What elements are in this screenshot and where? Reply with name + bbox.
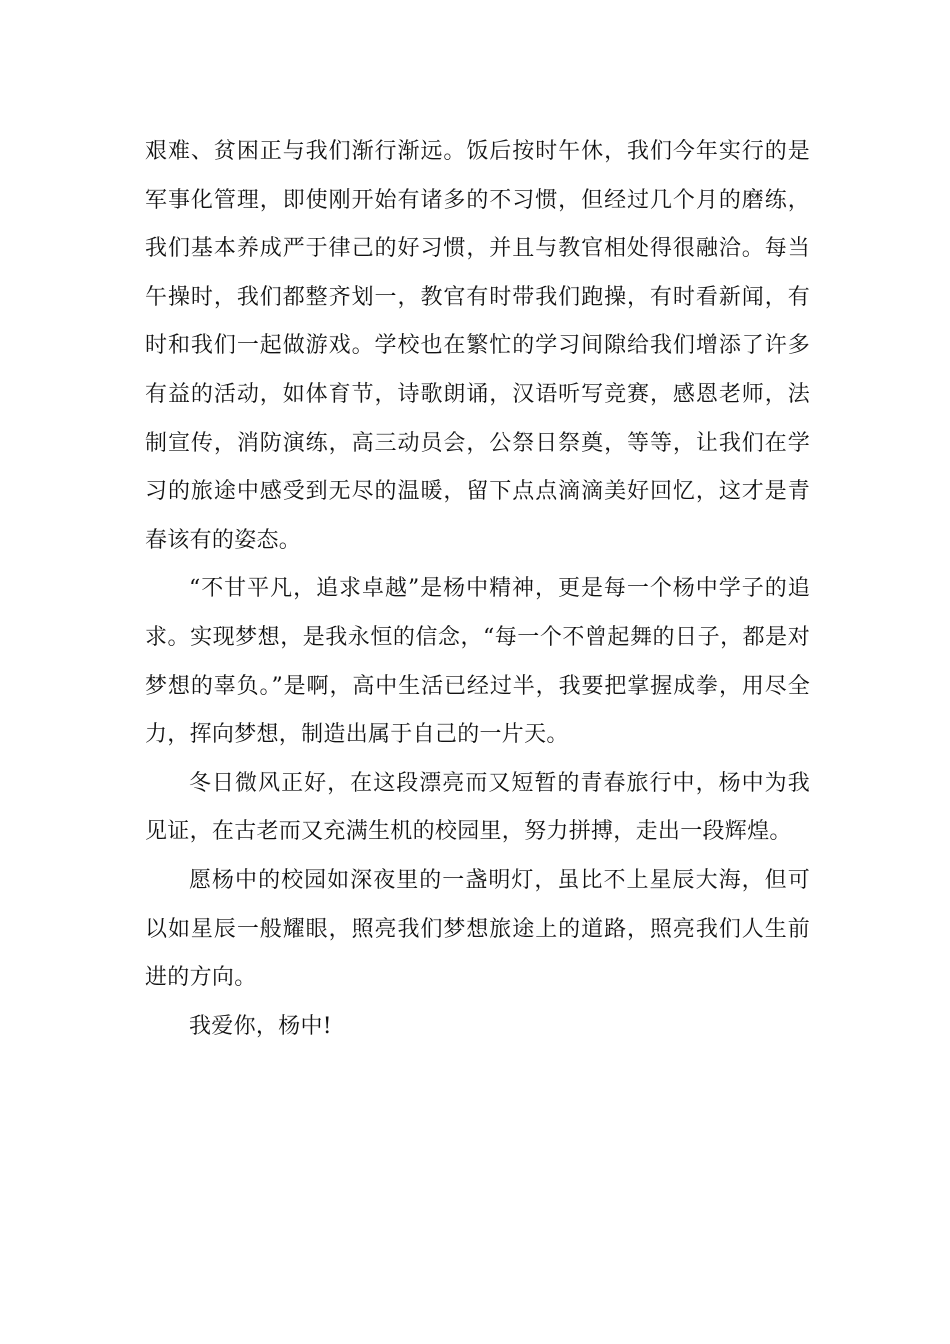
paragraph-winter: 冬日微风正好，在这段漂亮而又短暂的青春旅行中，杨中为我见证，在古老而又充满生机的校园里，努力拼搏，走出一段辉煌。 (145, 770, 810, 845)
essay-body (145, 128, 810, 1051)
paragraph-wish: 愿杨中的校园如深夜里的一盏明灯，虽比不上星辰大海，但可以如星辰一般耀眼，照亮我们梦想旅途上的道路，照亮我们人生前进的方向。 (145, 867, 810, 991)
paragraph-continuation: 艰难、贫困正与我们渐行渐远。饭后按时午休，我们今年实行的是军事化管理，即使刚开始有诸多的不习惯，但经过几个月的磨练，我们基本养成严于律己的好习惯，并且与教官相处得很融洽。每当午操时，我们都整齐划一，教官有时带我们跑操，有时看新闻，有时和我们一起做游戏。学校也在繁忙的学习间隙给我们增添了许多有益的活动，如体育节，诗歌朗诵，汉语听写竞赛，感恩老师，法制宣传，消防演练，高三动员会，公祭日祭奠，等等，让我们在学习的旅途中感受到无尽的温暖，留下点点滴滴美好回忆，这才是青春该有的姿态。 (145, 139, 810, 553)
paragraph-pursuit: “不甘平凡，追求卓越”是杨中精神，更是每一个杨中学子的追求。实现梦想，是我永恒的信念，“每一个不曾起舞的日子，都是对梦想的辜负。”是啊，高中生活已经过半，我要把掌握成拳，用尽全力，挥向梦想，制造出属于自己的一片天。 (145, 576, 810, 748)
paragraph-closing: 我爱你，杨中! (189, 1013, 332, 1039)
